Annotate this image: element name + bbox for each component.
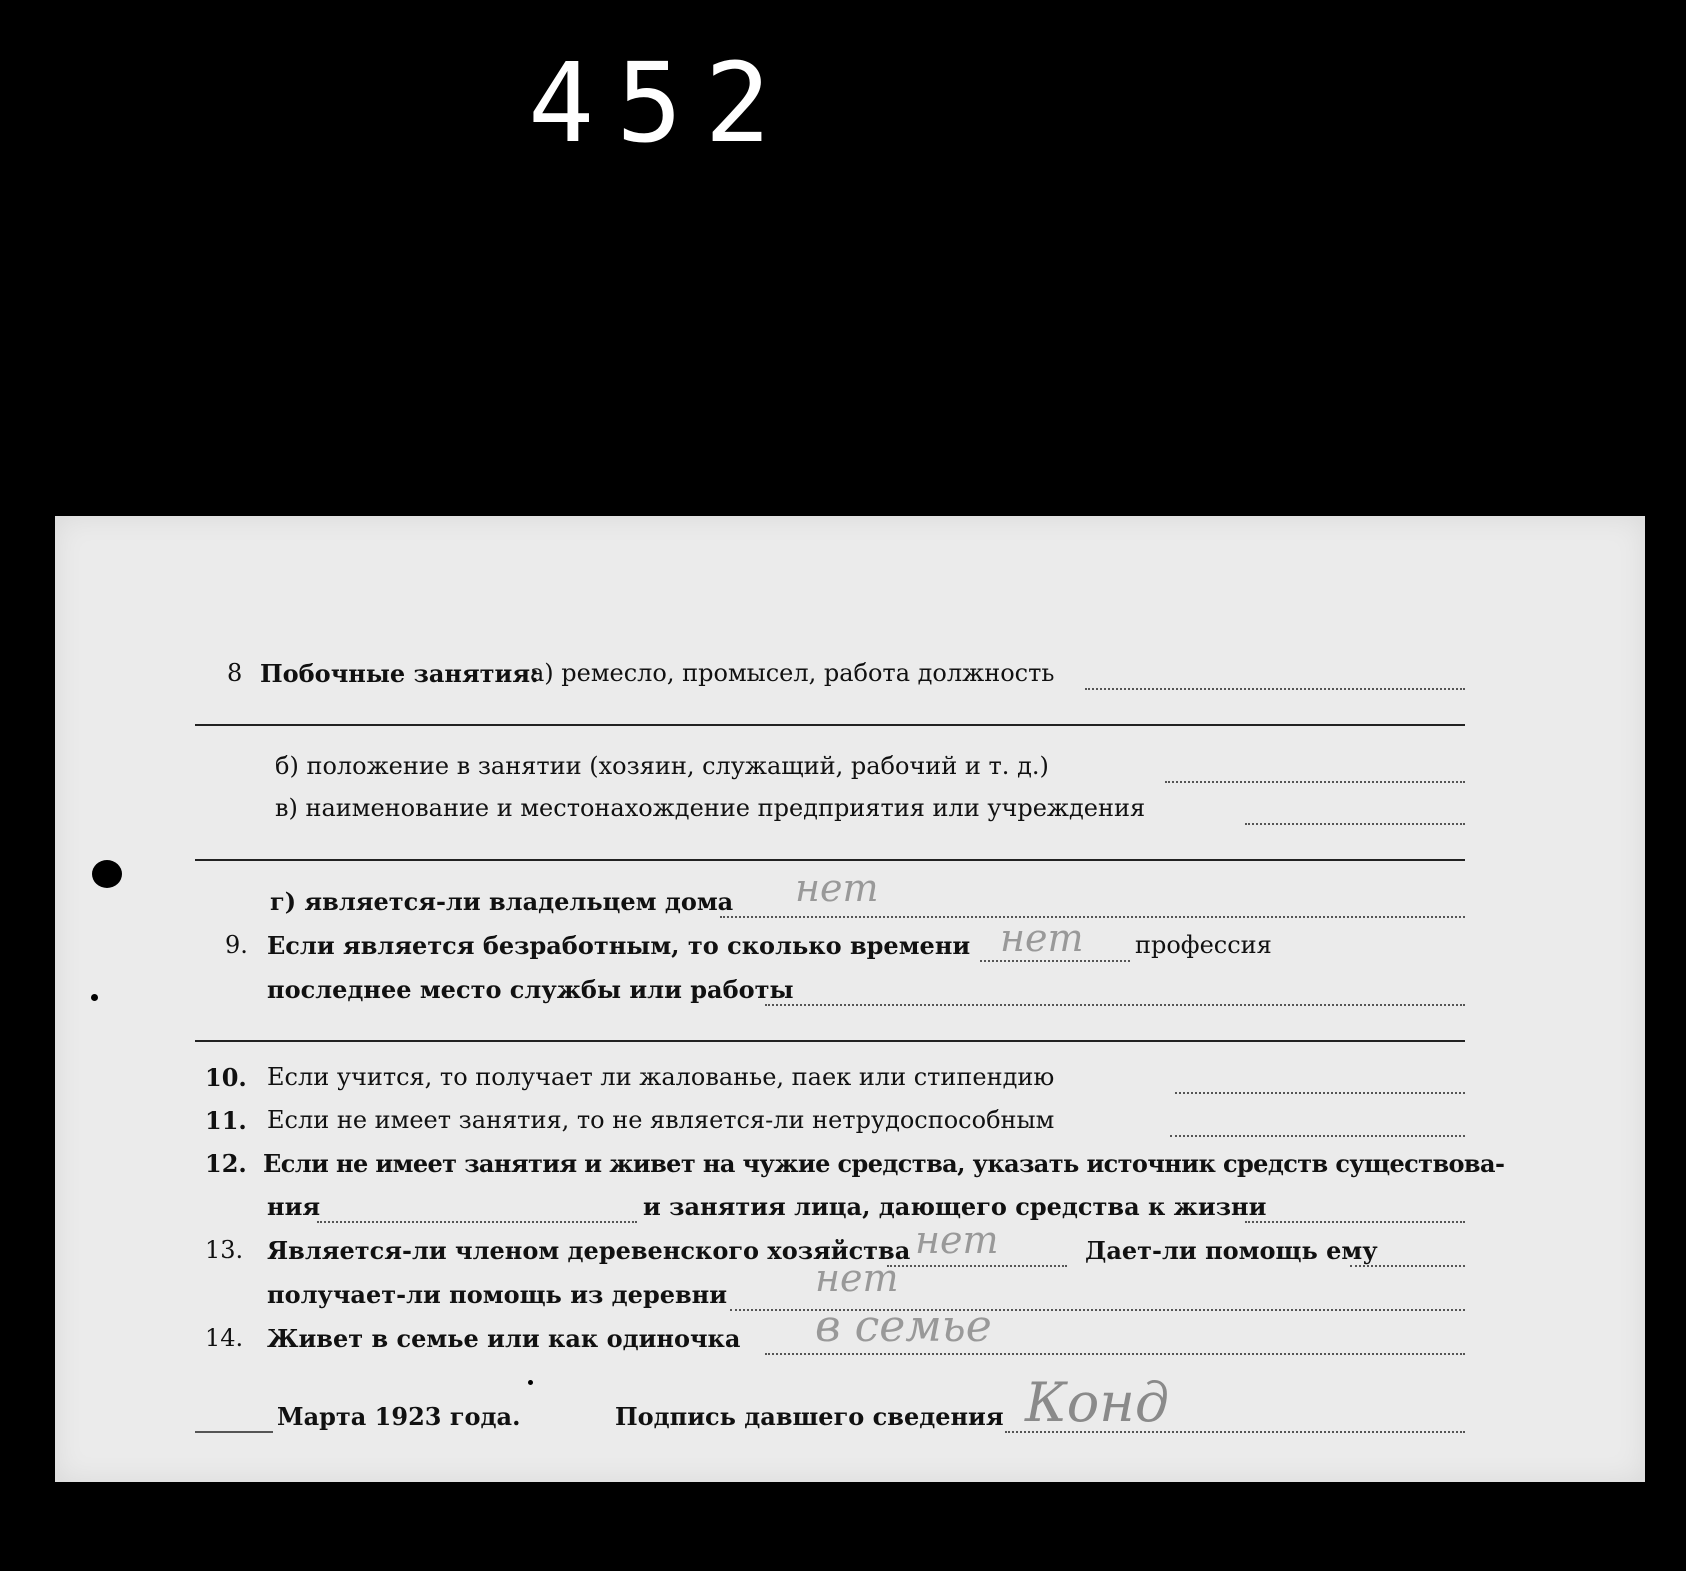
q8g-fill-line (720, 916, 1465, 918)
q9-handwritten-answer: нет (1000, 916, 1084, 960)
q9-duration-line (980, 960, 1130, 962)
q14-fill-line (765, 1353, 1465, 1355)
form-card (55, 516, 1645, 1482)
q13-help-line (1350, 1265, 1465, 1267)
q13-handwritten-help: нет (815, 1256, 899, 1300)
q11-number: 11. (205, 1106, 247, 1135)
ink-dot (91, 994, 98, 1001)
q9-last-job-line (765, 1004, 1465, 1006)
q13-handwritten-answer: нет (915, 1218, 999, 1262)
footer-date: Марта 1923 года. (277, 1402, 521, 1431)
q8a-fill-line (1085, 688, 1465, 690)
q12-cont2: и занятия лица, дающего средства к жизни (643, 1192, 1267, 1221)
q8-number: 8 (227, 659, 243, 687)
q8b-fill-line (1165, 781, 1465, 783)
q8b-label: б) положение в занятии (хозяин, служащий, рабочий и т. д.) (275, 752, 1049, 780)
q11-fill-line (1170, 1135, 1465, 1137)
q8a-answer-line (195, 724, 1465, 726)
q10-label: Если учится, то получает ли жалованье, паек или стипендию (267, 1063, 1055, 1091)
q13-number: 13. (205, 1236, 244, 1264)
ink-blot (92, 860, 122, 888)
q8g-handwritten-answer: нет (795, 866, 879, 910)
q13-member-line (887, 1265, 1067, 1267)
q14-handwritten-answer: в семье (815, 1301, 992, 1352)
q8-title: Побочные занятия: (260, 659, 539, 688)
q12-occupation-line (1245, 1221, 1465, 1223)
q8v-fill-line (1245, 823, 1465, 825)
q8g-label: г) является-ли владельцем дома (270, 887, 734, 916)
signature-label: Подпись давшего сведения (615, 1402, 1004, 1431)
q13-label: Является-ли членом деревенского хозяйства (267, 1236, 911, 1265)
q12-label: Если не имеет занятия и живет на чужие средства, указать источник средств существова- (263, 1149, 1505, 1178)
q14-label: Живет в семье или как одиночка (267, 1324, 741, 1353)
q9-number: 9. (225, 931, 248, 959)
q9-answer-line (195, 1040, 1465, 1042)
q12-source-line (317, 1221, 637, 1223)
q8v-answer-line (195, 859, 1465, 861)
ink-dot-small (528, 1380, 533, 1385)
q13-help-label: Дает-ли помощь ему (1085, 1236, 1378, 1265)
q13-village-help-label: получает-ли помощь из деревни (267, 1280, 728, 1309)
date-day-line (195, 1431, 273, 1433)
q8a-label: а) ремесло, промысел, работа должность (530, 659, 1055, 687)
q10-fill-line (1175, 1092, 1465, 1094)
handwritten-signature: Конд (1025, 1371, 1170, 1434)
q11-label: Если не имеет занятия, то не является-ли нетрудоспособным (267, 1106, 1055, 1134)
q10-number: 10. (205, 1063, 247, 1092)
q9-profession-label: профессия (1135, 931, 1272, 959)
q8v-label: в) наименование и местонахождение предприятия или учреждения (275, 794, 1146, 822)
q12-number: 12. (205, 1149, 247, 1178)
frame-number: 452 (528, 39, 793, 167)
q14-number: 14. (205, 1324, 244, 1352)
q9-label: Если является безработным, то сколько времени (267, 931, 971, 960)
q9-last-job-label: последнее место службы или работы (267, 975, 794, 1004)
q12-cont1: ния (267, 1192, 321, 1221)
